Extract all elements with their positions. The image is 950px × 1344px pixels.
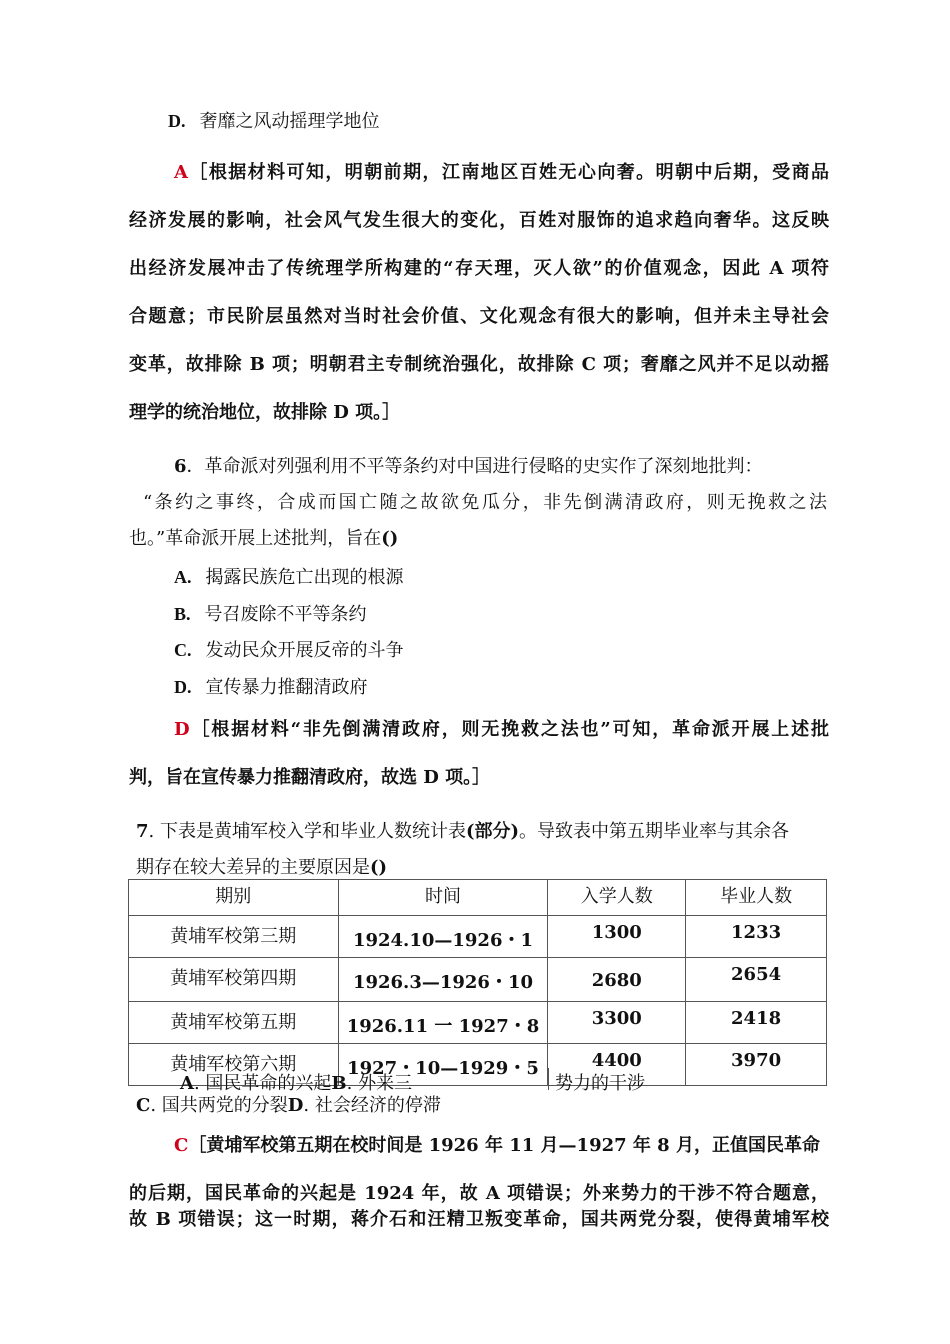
answer-text: ［根据材料“非先倒满清政府，则无挽救之法也”可知，革命派开展上述批: [189, 719, 829, 740]
table-cell: 4400: [548, 1044, 686, 1086]
table-cell: 黄埔军校第五期: [129, 1002, 339, 1044]
table-header-cell: 时间: [338, 880, 548, 916]
option-text: 宣传暴力推翻清政府: [205, 677, 368, 698]
stem-text: 。导致表中第五期毕业率与其余各: [519, 821, 790, 842]
q6-stem-line3: [129, 524, 398, 550]
table-border-fragment: [548, 1068, 549, 1090]
answer-line: 经济发展的影响，社会风气发生很大的变化，百姓对服饰的追求趋向奢华。这反映: [129, 210, 829, 231]
table-cell: 1926.11 一 1927・8: [338, 1002, 548, 1044]
option-key: C.: [174, 640, 192, 660]
answer-text: ［黄埔军校第五期在校时间是 1926 年 11 月—1927 年 8 月，正值国民革命: [188, 1135, 820, 1156]
table-cell: 1233: [686, 916, 827, 958]
option-key: D.: [168, 111, 186, 131]
table-cell: 3300: [548, 1002, 686, 1044]
answer-line: 判，旨在宣传暴力推翻清政府，故选 D 项。］: [129, 767, 491, 788]
table-cell: 黄埔军校第三期: [129, 916, 339, 958]
answer-paren: (): [370, 857, 388, 878]
question-number: 7: [136, 821, 149, 842]
table-cell: 1924.10—1926・1: [338, 916, 548, 958]
option-text: 发动民众开展反帝的斗争: [205, 640, 404, 661]
q6-stem-line1: [174, 452, 763, 478]
table-row: [129, 1002, 827, 1044]
answer-letter: C: [174, 1135, 189, 1156]
table-cell: 2418: [686, 1002, 827, 1044]
q7-options-line2: [136, 1091, 441, 1117]
option-text: . 国民革命的兴起: [193, 1073, 332, 1094]
q6-option-a: [174, 563, 404, 589]
q6-option-c: [174, 636, 404, 662]
q6-option-b: [174, 600, 367, 626]
option-key: B: [331, 1073, 347, 1094]
table-cell: 1926.3—1926・10: [338, 958, 548, 1002]
q5-option-d: [168, 107, 380, 133]
q6-answer: [129, 717, 829, 813]
option-key: A.: [174, 567, 192, 587]
table-header-cell: 毕业人数: [686, 880, 827, 916]
table-header-cell: 入学人数: [548, 880, 686, 916]
answer-text: ［根据材料可知，明朝前期，江南地区百姓无心向奢。明朝中后期，受商品: [187, 162, 829, 183]
answer-line: [129, 160, 829, 208]
table-cell: 3970: [686, 1044, 827, 1086]
q7-option-b-continued: 势力的干涉: [555, 1073, 645, 1094]
table-header-row: [129, 880, 827, 916]
stem-text: 也。”革命派开展上述批判，旨在: [129, 528, 382, 549]
table-cell: 2654: [686, 958, 827, 1002]
option-key: B.: [174, 604, 191, 624]
q7-stem-line2: [136, 853, 387, 879]
option-text: 揭露民族危亡出现的根源: [205, 567, 404, 588]
option-key: D.: [174, 677, 192, 697]
answer-line: 的后期，国民革命的兴起是 1924 年，故 A 项错误；外来势力的干涉不符合题意，: [129, 1183, 829, 1204]
option-key: C: [136, 1095, 151, 1116]
answer-line: 合题意；市民阶层虽然对当时社会价值、文化观念有很大的影响，但并未主导社会: [129, 306, 829, 327]
q5-answer: [129, 160, 829, 448]
answer-paren: (): [381, 528, 399, 549]
table-cell: 2680: [548, 958, 686, 1002]
answer-line: [129, 1133, 820, 1181]
q7-answer-cont: [129, 1181, 829, 1233]
q7-answer: [129, 1133, 820, 1181]
q6-option-d: [174, 673, 368, 699]
option-text: . 国共两党的分裂: [150, 1095, 288, 1116]
q6-stem-line2: “条约之事终，合成而国亡随之故欲免瓜分，非先倒满清政府，则无挽救之法: [143, 492, 827, 513]
stem-text: . 下表是黄埔军校入学和毕业人数统计表: [148, 821, 466, 842]
answer-line: 故 B 项错误；这一时期，蒋介石和汪精卫叛变革命，国共两党分裂，使得黄埔军校: [129, 1209, 829, 1230]
answer-letter: A: [174, 162, 188, 183]
table-row: [129, 916, 827, 958]
table-cell: 1300: [548, 916, 686, 958]
q7-stem-line1: [136, 817, 789, 843]
table-cell: 黄埔军校第六期: [129, 1044, 339, 1086]
option-key: A: [180, 1073, 194, 1094]
answer-letter: D: [174, 719, 190, 740]
stem-text: ．革命派对列强利用不平等条约对中国进行侵略的史实作了深刻地批判：: [186, 456, 763, 477]
stem-text: 期存在较大差异的主要原因是: [136, 857, 370, 878]
answer-line: [129, 717, 829, 765]
table-cell: 1927・10—1929・5: [338, 1044, 548, 1086]
option-text: . 外来三: [346, 1073, 413, 1094]
question-number: 6: [174, 456, 187, 477]
answer-line: 出经济发展冲击了传统理学所构建的“存天理，灭人欲”的价值观念，因此 A 项符: [129, 258, 829, 279]
option-text: 奢靡之风动摇理学地位: [199, 111, 380, 132]
option-text: 号召废除不平等条约: [204, 604, 367, 625]
stem-text: (部分): [465, 821, 520, 842]
table-cell: 黄埔军校第四期: [129, 958, 339, 1002]
enrollment-table: [128, 879, 827, 1086]
table-row: [129, 958, 827, 1002]
option-text: . 社会经济的停滞: [303, 1095, 441, 1116]
option-key: D: [287, 1095, 304, 1116]
answer-line: 理学的统治地位，故排除 D 项。］: [129, 402, 401, 423]
table-header-cell: 期别: [129, 880, 339, 916]
answer-line: 变革，故排除 B 项；明朝君主专制统治强化，故排除 C 项；奢靡之风并不足以动摇: [129, 354, 829, 375]
